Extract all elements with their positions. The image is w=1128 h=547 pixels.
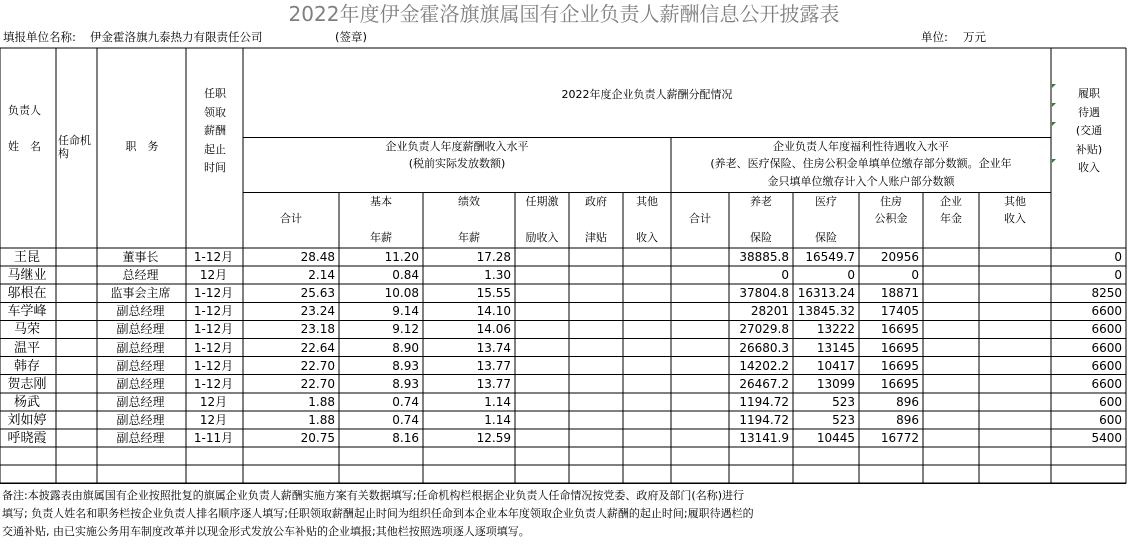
cell-name: 贺志刚: [7, 376, 47, 392]
cell-post: 副总经理: [116, 340, 165, 355]
cell-medical: 16549.7: [805, 250, 855, 264]
page-title: 2022年度伊金霍洛旗旗属国有企业负责人薪酬信息公开披露表: [288, 2, 840, 26]
cell-term: 12月: [199, 268, 228, 283]
cell-perf: 13.77: [476, 376, 511, 391]
col-welfare-line1: 企业负责人年度福利性待遇收入水平: [773, 140, 949, 153]
cell-name: 刘如婷: [7, 412, 47, 428]
cell-comment-marker: [1052, 159, 1056, 163]
cell-post: 副总经理: [116, 304, 165, 319]
cell-treat: 0: [1114, 250, 1122, 264]
cell-base: 10.08: [384, 286, 419, 301]
cell-treat: 0: [1114, 268, 1122, 283]
cell-pension: 26680.3: [739, 340, 789, 355]
cell-post: 副总经理: [116, 412, 165, 427]
cell-housing: 0: [911, 268, 919, 283]
cell-term: 1-12月: [193, 358, 234, 373]
cell-pension: 37804.8: [739, 286, 789, 301]
cell-comment-marker: [1052, 122, 1056, 126]
cell-total: 1.88: [308, 394, 335, 409]
cell-pension: 0: [781, 268, 789, 283]
cell-pension: 14202.2: [739, 358, 789, 373]
cell-perf: 13.74: [476, 340, 511, 355]
cell-perf: 15.55: [476, 286, 511, 301]
col-welfare-line2: (养老、医疗保险、住房公积金单填单位缴存部分数额。企业年: [710, 157, 1012, 170]
cell-term: 1-12月: [193, 304, 234, 319]
cell-medical: 13099: [816, 376, 855, 391]
note-line: 交通补贴, 由已实施公务用车制度改革并以现金形式发放公车补贴的企业填报;其他栏按照选项逐人逐项填写。: [2, 525, 530, 538]
cell-post: 监事会主席: [110, 286, 171, 301]
cell-housing: 18871: [880, 286, 919, 301]
col-tenure-line2: 励收入: [525, 231, 559, 244]
cell-treat: 6600: [1091, 358, 1122, 373]
col-appoint: 任命机构: [58, 134, 91, 160]
col-welfare-line3: 金只填单位缴存计入个人账户部分数额: [767, 175, 955, 188]
col-other-line2: 收入: [636, 231, 658, 244]
col-gov-line1: 政府: [585, 195, 607, 208]
cell-total: 20.75: [300, 431, 335, 445]
cell-base: 9.12: [392, 322, 419, 337]
term-line: 时间: [204, 161, 226, 174]
cell-name: 邬根在: [7, 286, 47, 302]
cell-pension: 13141.9: [739, 431, 789, 445]
cell-treat: 6600: [1091, 304, 1122, 319]
col-annuity-line2: 年金: [940, 212, 962, 225]
col-welfare-other-line2: 收入: [1004, 212, 1026, 225]
cell-term: 1-12月: [193, 340, 234, 355]
col-annual-line2: (税前实际发放数额): [408, 157, 506, 170]
cell-total: 22.64: [300, 340, 335, 355]
currency-value: 万元: [963, 30, 986, 44]
cell-treat: 6600: [1091, 322, 1122, 337]
unit-name: 伊金霍洛旗九泰热力有限责任公司: [90, 30, 263, 44]
cell-name: 马荣: [13, 322, 40, 338]
term-line: 领取: [204, 105, 226, 119]
cell-post: 总经理: [122, 268, 159, 283]
cell-treat: 600: [1099, 394, 1122, 409]
cell-perf: 1.14: [484, 394, 511, 409]
cell-base: 8.16: [392, 431, 419, 445]
treatment-line: (交通: [1075, 124, 1103, 137]
col-person-line1: 负责人: [8, 104, 41, 117]
note-line: 填写; 负责人姓名和职务栏按企业负责人排名顺序逐人填写;任职领取薪酬起止时间为组织任命到本企业本年度领取企业负责人薪酬的起止时间;履职待遇栏的: [2, 507, 754, 520]
cell-term: 1-12月: [193, 286, 234, 301]
cell-perf: 1.30: [484, 268, 511, 283]
col-term: [188, 85, 242, 178]
cell-medical: 13222: [816, 322, 855, 337]
cell-base: 8.90: [392, 340, 419, 355]
cell-name: 杨武: [13, 394, 40, 410]
treatment-line: 待遇: [1078, 105, 1100, 119]
term-line: 任职: [204, 87, 226, 100]
cell-total: 28.48: [300, 250, 335, 264]
cell-perf: 13.77: [476, 358, 511, 373]
col-total: 合计: [280, 212, 302, 225]
cell-term: 1-11月: [193, 431, 234, 445]
cell-base: 8.93: [392, 376, 419, 391]
cell-perf: 17.28: [476, 250, 511, 264]
cell-term: 1-12月: [193, 250, 234, 264]
cell-treat: 8250: [1091, 286, 1122, 301]
cell-perf: 12.59: [476, 431, 511, 445]
term-line: 起止: [204, 142, 226, 156]
cell-term: 12月: [199, 394, 228, 409]
col-housing-line1: 住房: [880, 195, 902, 208]
cell-pension: 27029.8: [739, 322, 789, 337]
cell-base: 8.93: [392, 358, 419, 373]
treatment-line: 补贴): [1075, 142, 1103, 156]
cell-medical: 10417: [816, 358, 855, 373]
cell-comment-marker: [1052, 84, 1056, 88]
col-post: 职 务: [125, 140, 159, 153]
col-housing-line2: 公积金: [874, 212, 908, 225]
col-medical-line1: 医疗: [815, 195, 837, 208]
col-medical-line2: 保险: [815, 231, 837, 244]
cell-name: 车学峰: [7, 304, 47, 320]
col-pension-line1: 养老: [750, 195, 772, 208]
cell-perf: 14.06: [476, 322, 511, 337]
term-line: 薪酬: [204, 124, 226, 137]
cell-pension: 28201: [750, 304, 789, 319]
unit-label: 填报单位名称:: [3, 30, 76, 44]
currency-label: 单位:: [921, 30, 948, 44]
col-base-line1: 基本: [370, 195, 392, 208]
cell-total: 25.63: [300, 286, 335, 301]
cell-post: 董事长: [122, 250, 159, 264]
cell-post: 副总经理: [116, 358, 165, 373]
cell-name: 韩存: [13, 358, 40, 374]
cell-housing: 896: [896, 394, 919, 409]
cell-medical: 13845.32: [797, 304, 855, 319]
cell-housing: 20956: [880, 250, 919, 264]
cell-treat: 6600: [1091, 376, 1122, 391]
cell-pension: 38885.8: [739, 250, 789, 264]
cell-housing: 16695: [880, 376, 919, 391]
cell-total: 22.70: [300, 358, 335, 373]
cell-total: 1.88: [308, 412, 335, 427]
col-perf-line2: 年薪: [458, 231, 480, 244]
cell-treat: 6600: [1091, 340, 1122, 355]
cell-base: 11.20: [384, 250, 419, 264]
cell-name: 呼晓霞: [7, 431, 47, 446]
cell-pension: 1194.72: [739, 394, 789, 409]
treatment-line: 收入: [1078, 161, 1100, 174]
col-distribution: 2022年度企业负责人薪酬分配情况: [561, 88, 733, 101]
cell-medical: 10445: [816, 431, 855, 445]
cell-post: 副总经理: [116, 431, 165, 445]
cell-medical: 523: [832, 394, 855, 409]
seal-label: (签章): [335, 30, 367, 44]
cell-housing: 896: [896, 412, 919, 427]
cell-name: 王昆: [13, 250, 40, 265]
cell-housing: 16695: [880, 358, 919, 373]
cell-total: 2.14: [308, 268, 335, 283]
cell-base: 0.74: [392, 412, 419, 427]
cell-medical: 523: [832, 412, 855, 427]
col-annual-line1: 企业负责人年度薪酬收入水平: [385, 140, 529, 153]
cell-post: 副总经理: [116, 322, 165, 337]
cell-medical: 0: [847, 268, 855, 283]
cell-housing: 16695: [880, 340, 919, 355]
cell-housing: 16772: [880, 431, 919, 445]
note-line: 备注:本披露表由旗属国有企业按照批复的旗属企业负责人薪酬实施方案有关数据填写;任命机构栏根据企业负责人任命情况按党委、政府及部门(名称)进行: [2, 489, 744, 502]
col-pension-line2: 保险: [750, 231, 772, 244]
col-person-line2: 姓 名: [8, 140, 41, 153]
cell-housing: 16695: [880, 322, 919, 337]
cell-name: 温平: [13, 340, 40, 356]
cell-post: 副总经理: [116, 394, 165, 409]
cell-perf: 14.10: [476, 304, 511, 319]
treatment-line: 履职: [1078, 87, 1100, 100]
cell-pension: 26467.2: [739, 376, 789, 391]
cell-housing: 17405: [880, 304, 919, 319]
cell-medical: 16313.24: [797, 286, 855, 301]
col-annuity-line1: 企业: [940, 195, 962, 208]
cell-treat: 600: [1099, 412, 1122, 427]
col-perf-line1: 绩效: [458, 195, 480, 208]
cell-medical: 13145: [816, 340, 855, 355]
cell-perf: 1.14: [484, 412, 511, 427]
cell-total: 23.18: [300, 322, 335, 337]
col-treatment: [1052, 85, 1126, 178]
cell-base: 0.74: [392, 394, 419, 409]
col-base-line2: 年薪: [370, 231, 392, 244]
cell-total: 23.24: [300, 304, 335, 319]
cell-post: 副总经理: [116, 376, 165, 391]
cell-total: 22.70: [300, 376, 335, 391]
cell-term: 1-12月: [193, 322, 234, 337]
cell-base: 0.84: [392, 268, 419, 283]
col-other-line1: 其他: [636, 195, 658, 208]
cell-term: 1-12月: [193, 376, 234, 391]
cell-term: 12月: [199, 412, 228, 427]
col-welfare-total: 合计: [689, 212, 711, 225]
cell-name: 马继业: [7, 268, 47, 284]
col-welfare-other-line1: 其他: [1004, 195, 1026, 208]
col-gov-line2: 津贴: [585, 231, 607, 244]
cell-treat: 5400: [1091, 431, 1122, 445]
cell-comment-marker: [1052, 103, 1056, 107]
col-tenure-line1: 任期激: [525, 195, 559, 208]
cell-pension: 1194.72: [739, 412, 789, 427]
cell-base: 9.14: [392, 304, 419, 319]
